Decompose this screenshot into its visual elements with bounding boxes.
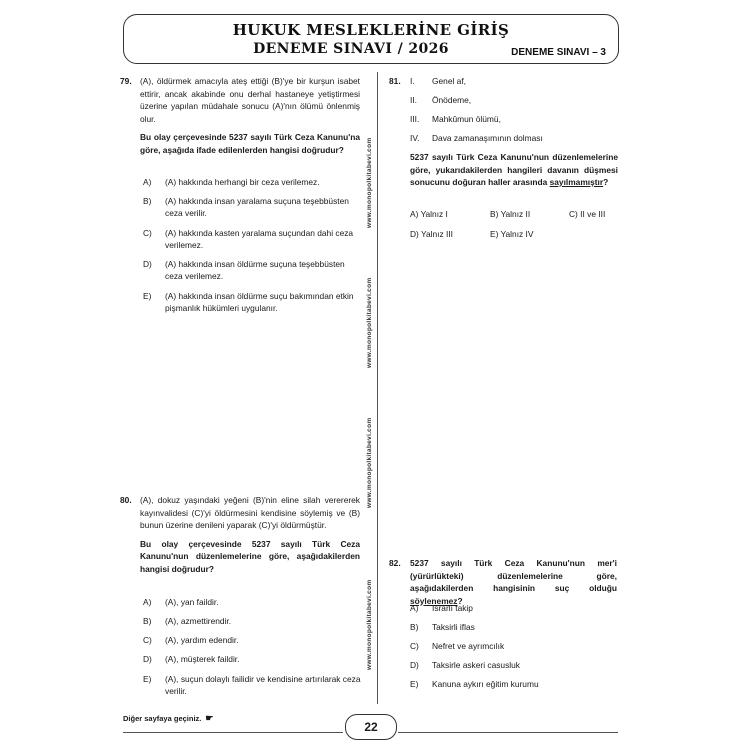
option-text: (A) hakkında herhangi bir ceza verilemez. [165, 177, 320, 187]
option-letter: D) [410, 660, 419, 670]
option-letter: E) [143, 674, 152, 684]
option-letter: A) [143, 597, 152, 607]
option-text: (A), yardım edendir. [165, 635, 239, 645]
option-letter: B) [490, 209, 499, 219]
watermark: www.monopolkitabevi.com [366, 137, 373, 229]
prompt-end: ? [457, 595, 463, 606]
option-text: (A) hakkında insan yaralama suçuna teşebbüsten ceza verilir. [165, 196, 349, 218]
question-prompt: Bu olay çerçevesinde 5237 sayılı Türk Ceza Kanunu'na göre, aşağıda ifade edilenlerden hangisi doğrudur? [140, 132, 360, 155]
statement-roman: II. [410, 95, 417, 105]
option-letter: C) [410, 641, 419, 651]
option-text: Taksirli iflas [432, 622, 475, 632]
next-page-text: Diğer sayfaya geçiniz. [123, 714, 202, 723]
option-letter: E) [410, 679, 419, 689]
watermark: www.monopolkitabevi.com [366, 579, 373, 671]
watermark: www.monopolkitabevi.com [366, 277, 373, 369]
option-letter: B) [143, 616, 152, 626]
prompt-emphasis: sayılmamıştır [549, 177, 604, 187]
option-letter: C) [143, 228, 152, 238]
exam-badge: DENEME SINAVI – 3 [511, 47, 606, 58]
exam-title: HUKUK MESLEKLERİNE GİRİŞ [232, 21, 510, 39]
statement-text: Mahkûmun ölümü, [432, 114, 501, 124]
watermark: www.monopolkitabevi.com [366, 417, 373, 509]
option-text: (A), suçun dolaylı failidir ve kendisine artırılarak ceza verilir. [165, 674, 361, 696]
option-letter: B) [143, 196, 152, 206]
option-text: Yalnız II [500, 209, 531, 219]
option-text: (A) hakkında insan öldürme suçuna teşebbüsten ceza verilemez. [165, 259, 345, 281]
option-text: (A), yan faildir. [165, 597, 219, 607]
statement-roman: IV. [410, 133, 420, 143]
question-80 [120, 494, 360, 575]
prompt-end: ? [603, 177, 609, 187]
option-letter: D) [143, 654, 152, 664]
question-number: 82. [389, 558, 401, 568]
option-letter: E) [143, 291, 152, 301]
option-letter: A) [410, 209, 419, 219]
prompt-emphasis: söylenemez [410, 595, 458, 606]
option-letter: D) [410, 229, 419, 239]
exam-subtitle: DENEME SINAVI / 2026 [253, 41, 449, 57]
question-number: 80. [120, 495, 132, 505]
question-prompt [410, 557, 617, 607]
option-text: Kanuna aykırı eğitim kurumu [432, 679, 539, 689]
option-text: Taksirle askeri casusluk [432, 660, 520, 670]
option-text: Yalnız I [420, 209, 448, 219]
question-82 [389, 557, 617, 607]
prompt-text: 5237 sayılı Türk Ceza Kanunu'nun mer'i (yürürlükteki) düzenlemelerine göre, aşağıdakilerden hangisinin suç olduğu [410, 558, 617, 593]
question-stem: (A), öldürmek amacıyla ateş ettiği (B)'ye bir kurşun isabet ettirir, ancak akabinde onu derhal hastaneye yetiştirmesi üzerine yapılan müdahale sonucu (A)'nın ölümü önlenmiş olur. [140, 76, 360, 124]
option-a[interactable] [410, 208, 485, 220]
page-number: 22 [345, 714, 397, 740]
prompt-text: 5237 sayılı Türk Ceza Kanunu'nun düzenlemelerine göre, yukarıdakilerden hangileri davanın düşmesi sonucunu doğuran haller arasında [410, 152, 618, 187]
option-d[interactable] [410, 228, 485, 240]
question-prompt [410, 151, 618, 189]
statement-text: Dava zamanaşımının dolması [432, 133, 543, 143]
option-letter: C) [143, 635, 152, 645]
option-c[interactable] [569, 208, 629, 220]
question-number: 79. [120, 76, 132, 86]
option-letter: D) [143, 259, 152, 269]
option-text: (A), azmettirendir. [165, 616, 232, 626]
option-text: II ve III [580, 209, 606, 219]
question-79 [120, 75, 360, 156]
next-page-note [123, 713, 213, 724]
option-letter: A) [143, 177, 152, 187]
statement-text: Genel af, [432, 76, 466, 86]
option-text: (A), müşterek faildir. [165, 654, 240, 664]
question-prompt: Bu olay çerçevesinde 5237 sayılı Türk Ceza Kanunu'nun düzenlemelerine göre, aşağıdakilerden hangisi doğrudur? [140, 538, 360, 574]
option-letter: C) [569, 209, 578, 219]
option-text: (A) hakkında insan öldürme suçu bakımından etkin pişmanlık hükümleri uygulanır. [165, 291, 354, 313]
question-number: 81. [389, 76, 401, 86]
question-stem: (A), dokuz yaşındaki yeğeni (B)'nin eline silah verererek kayınvalidesi (C)'yi öldürmesini kendisine söylemiş ve (B) bunun üzerine denileni yaparak (C)'yi öldürmüştür. [140, 495, 360, 530]
option-letter: A) [410, 603, 419, 613]
statement-roman: III. [410, 114, 420, 124]
option-text: Nefret ve ayrımcılık [432, 641, 505, 651]
option-e[interactable] [490, 228, 565, 240]
option-letter: B) [410, 622, 419, 632]
pointing-hand-icon: ☛ [205, 713, 214, 723]
statement-roman: I. [410, 76, 415, 86]
option-text: Yalnız III [421, 229, 453, 239]
option-text: Yalnız IV [500, 229, 534, 239]
footer-rule [398, 732, 618, 733]
exam-header [123, 14, 619, 64]
statement-text: Önödeme, [432, 95, 472, 105]
footer-rule [123, 732, 343, 733]
option-text: (A) hakkında kasten yaralama suçundan dahi ceza verilemez. [165, 228, 354, 250]
option-letter: E) [490, 229, 499, 239]
option-b[interactable] [490, 208, 565, 220]
option-text: Israrlı takip [432, 603, 473, 613]
